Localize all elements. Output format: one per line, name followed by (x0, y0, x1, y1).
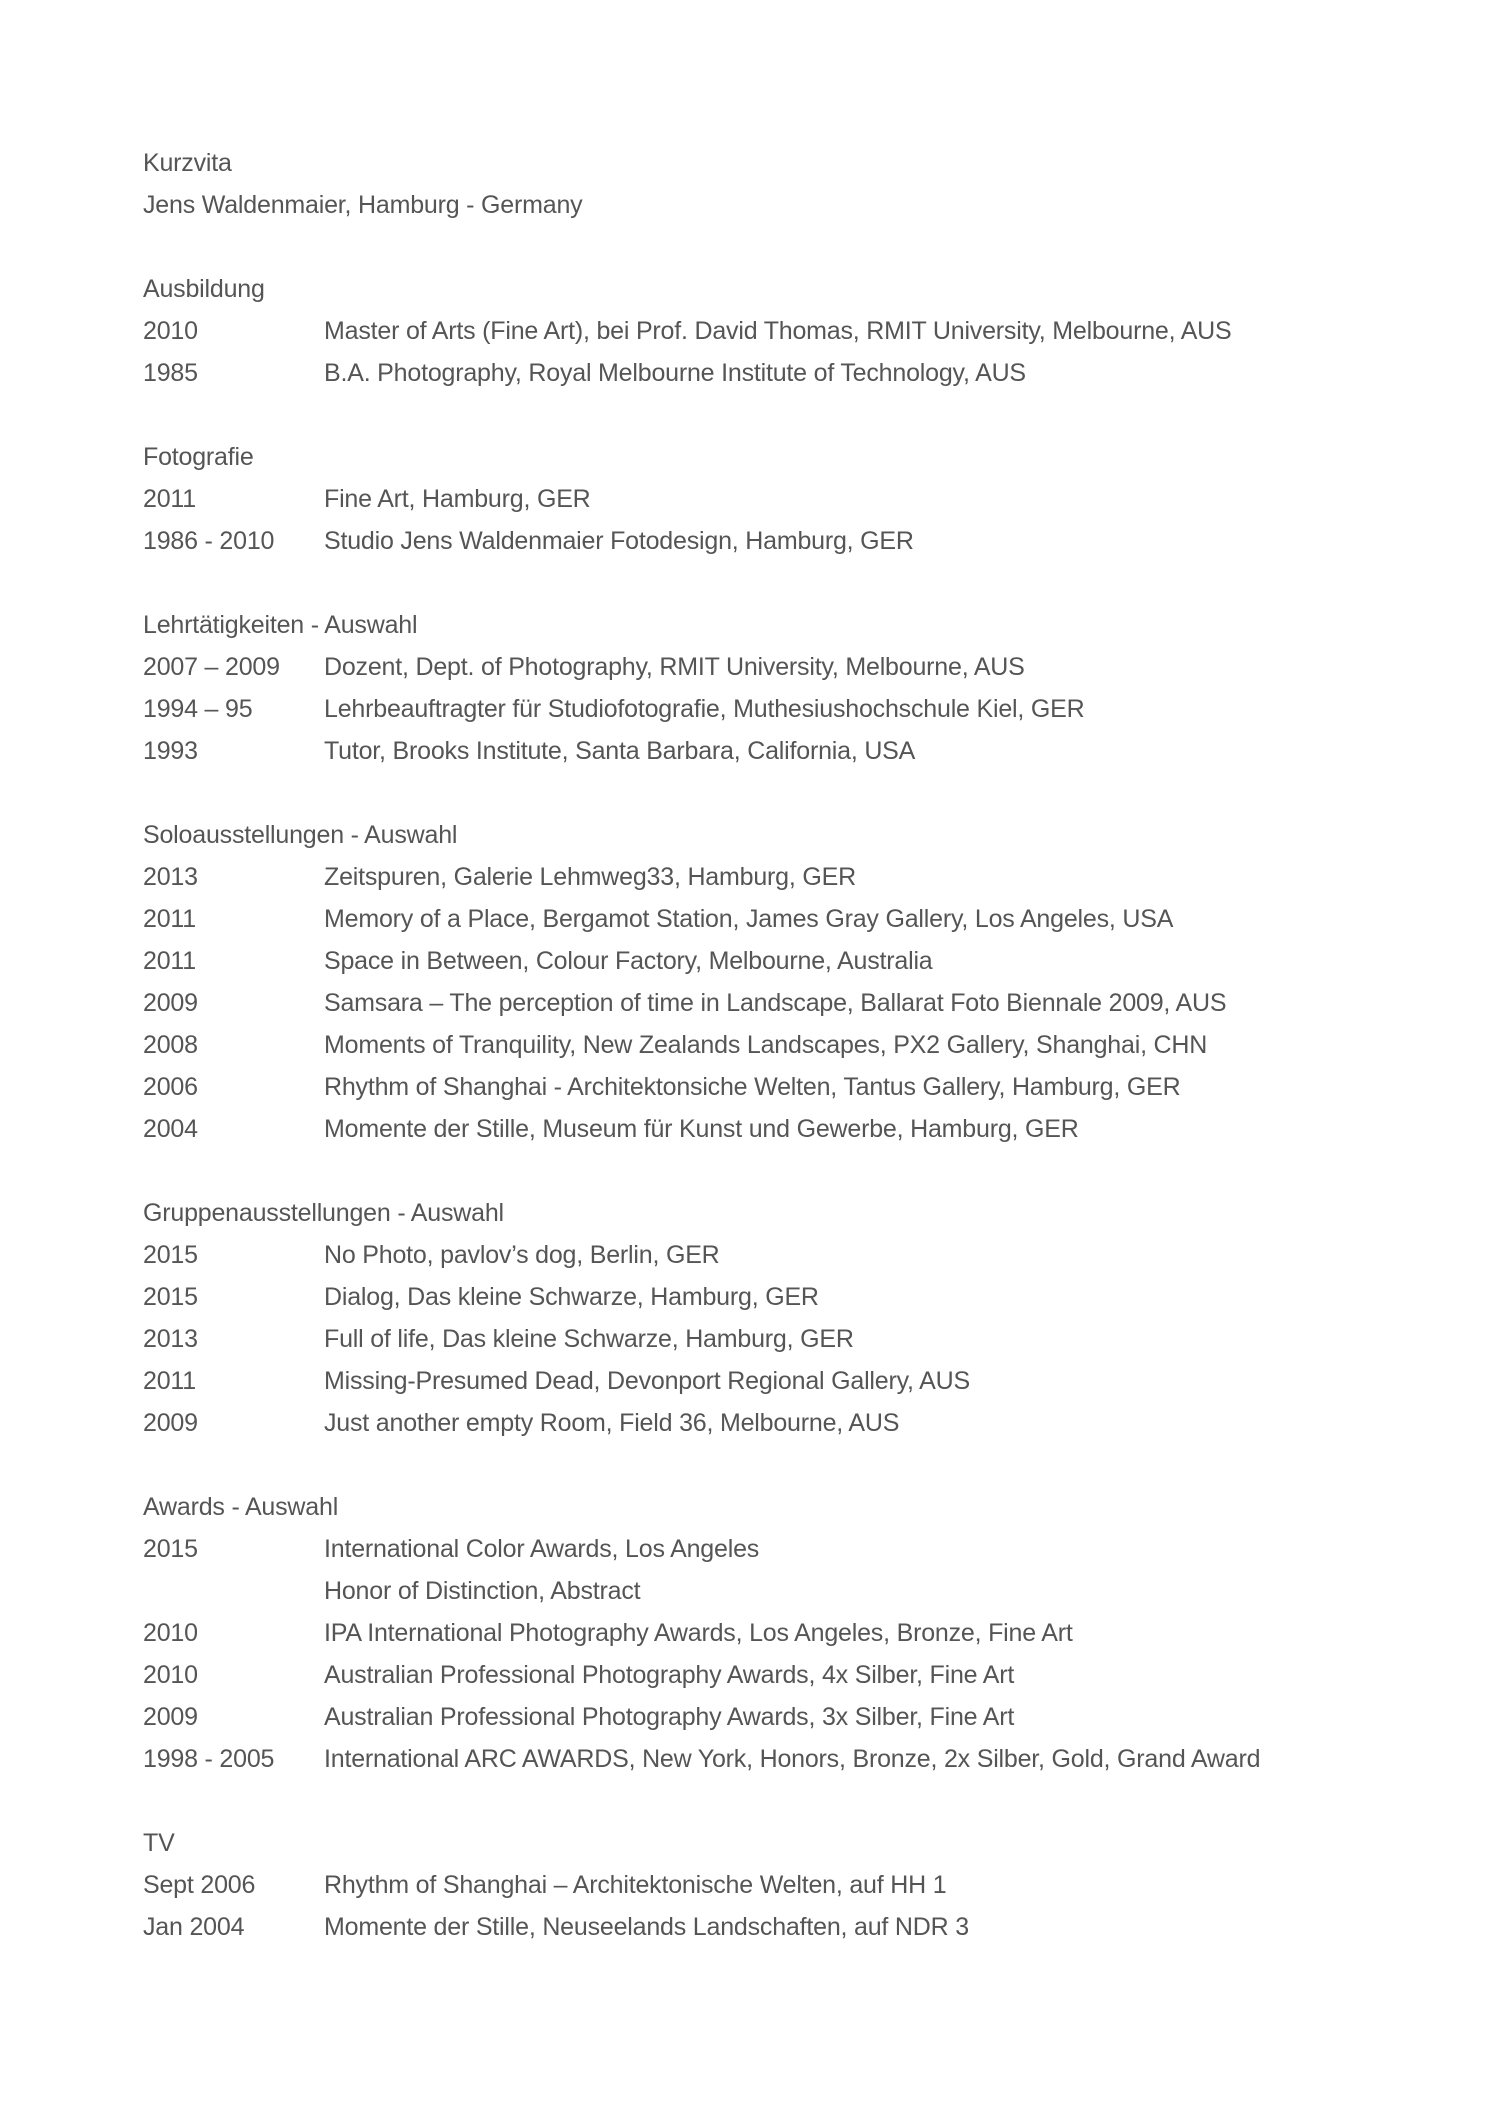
entry-year: 2015 (143, 1283, 198, 1311)
cv-section (143, 1486, 1343, 1780)
person-name-location: Jens Waldenmaier, Hamburg - Germany (143, 191, 583, 219)
cv-section (143, 1822, 1343, 1948)
cv-entry-row (143, 1360, 1343, 1402)
entry-description: Master of Arts (Fine Art), bei Prof. David Thomas, RMIT University, Melbourne, AUS (324, 317, 1232, 345)
cv-entry-row (143, 856, 1343, 898)
cv-entry-row (143, 1696, 1343, 1738)
entry-year: 2011 (143, 947, 196, 975)
entry-year: 2011 (143, 1367, 196, 1395)
section-title: Gruppenausstellungen - Auswahl (143, 1199, 504, 1227)
entry-year: 2013 (143, 863, 198, 891)
entry-year: Jan 2004 (143, 1913, 245, 1941)
cv-entry-row (143, 898, 1343, 940)
cv-entry-row (143, 352, 1343, 394)
entry-description: B.A. Photography, Royal Melbourne Institute of Technology, AUS (324, 359, 1026, 387)
cv-entry-row (143, 1528, 1343, 1570)
cv-entry-row (143, 1276, 1343, 1318)
cv-entry-row (143, 478, 1343, 520)
entry-description: Tutor, Brooks Institute, Santa Barbara, California, USA (324, 737, 916, 765)
entry-description: Just another empty Room, Field 36, Melbourne, AUS (324, 1409, 900, 1437)
entry-description: International ARC AWARDS, New York, Honors, Bronze, 2x Silber, Gold, Grand Award (324, 1745, 1261, 1773)
section-title: Soloausstellungen - Auswahl (143, 821, 458, 849)
entry-year: 2006 (143, 1073, 198, 1101)
cv-entry-row (143, 1024, 1343, 1066)
cv-section (143, 1192, 1343, 1444)
entry-description: Moments of Tranquility, New Zealands Landscapes, PX2 Gallery, Shanghai, CHN (324, 1031, 1208, 1059)
entry-year: 2004 (143, 1115, 198, 1143)
entry-year: 2010 (143, 317, 198, 345)
entry-description: Momente der Stille, Neuseelands Landschaften, auf NDR 3 (324, 1913, 969, 1941)
cv-entry-row (143, 1234, 1343, 1276)
entry-description: Missing-Presumed Dead, Devonport Regional Gallery, AUS (324, 1367, 970, 1395)
entry-description: Australian Professional Photography Awards, 3x Silber, Fine Art (324, 1703, 1015, 1731)
entry-year: 2007 – 2009 (143, 653, 280, 681)
entry-description: Momente der Stille, Museum für Kunst und Gewerbe, Hamburg, GER (324, 1115, 1079, 1143)
entry-description: Samsara – The perception of time in Landscape, Ballarat Foto Biennale 2009, AUS (324, 989, 1227, 1017)
entry-year: 2009 (143, 989, 198, 1017)
section-title: TV (143, 1829, 175, 1857)
section-title: Ausbildung (143, 275, 265, 303)
entry-year: 2011 (143, 485, 196, 513)
entry-description: Zeitspuren, Galerie Lehmweg33, Hamburg, GER (324, 863, 856, 891)
cv-entry-row (143, 310, 1343, 352)
cv-entry-row (143, 520, 1343, 562)
entry-description: Memory of a Place, Bergamot Station, James Gray Gallery, Los Angeles, USA (324, 905, 1174, 933)
entry-year: 1985 (143, 359, 198, 387)
cv-sections (143, 268, 1343, 1948)
cv-entry-row (143, 982, 1343, 1024)
entry-year: 2010 (143, 1661, 198, 1689)
entry-description: No Photo, pavlov’s dog, Berlin, GER (324, 1241, 720, 1269)
entry-description: Fine Art, Hamburg, GER (324, 485, 591, 513)
entry-year: 2008 (143, 1031, 198, 1059)
entry-year: 1994 – 95 (143, 695, 253, 723)
cv-section (143, 268, 1343, 394)
entry-year: 2011 (143, 905, 196, 933)
entry-description: Rhythm of Shanghai – Architektonische Welten, auf HH 1 (324, 1871, 947, 1899)
entry-description: Australian Professional Photography Awards, 4x Silber, Fine Art (324, 1661, 1015, 1689)
entry-description: Dozent, Dept. of Photography, RMIT University, Melbourne, AUS (324, 653, 1025, 681)
document-title: Kurzvita (143, 149, 232, 177)
cv-entry-row (143, 646, 1343, 688)
cv-entry-row (143, 1654, 1343, 1696)
cv-entry-row (143, 1108, 1343, 1150)
cv-section (143, 604, 1343, 772)
cv-entry-row (143, 1318, 1343, 1360)
section-title: Awards - Auswahl (143, 1493, 339, 1521)
entry-year: 2010 (143, 1619, 198, 1647)
cv-section (143, 436, 1343, 562)
cv-entry-row (143, 940, 1343, 982)
cv-entry-row (143, 1066, 1343, 1108)
entry-year: 2015 (143, 1535, 198, 1563)
entry-description: Lehrbeauftragter für Studiofotografie, Muthesiushochschule Kiel, GER (324, 695, 1085, 723)
cv-entry-row (143, 1570, 1343, 1612)
cv-entry-row (143, 1402, 1343, 1444)
entry-description: International Color Awards, Los Angeles (324, 1535, 760, 1563)
cv-entry-row (143, 1738, 1343, 1780)
entry-year: 1998 - 2005 (143, 1745, 275, 1773)
entry-year: 2009 (143, 1703, 198, 1731)
cv-section (143, 814, 1343, 1150)
entry-year: 1986 - 2010 (143, 527, 275, 555)
entry-description: Studio Jens Waldenmaier Fotodesign, Hamburg, GER (324, 527, 914, 555)
cv-entry-row (143, 688, 1343, 730)
cv-entry-row (143, 1864, 1343, 1906)
entry-description: Honor of Distinction, Abstract (324, 1577, 641, 1605)
entry-year: 1993 (143, 737, 198, 765)
entry-year: 2015 (143, 1241, 198, 1269)
section-title: Fotografie (143, 443, 254, 471)
cv-header (143, 142, 1343, 226)
cv-entry-row (143, 1906, 1343, 1948)
entry-description: IPA International Photography Awards, Los Angeles, Bronze, Fine Art (324, 1619, 1073, 1647)
entry-description: Dialog, Das kleine Schwarze, Hamburg, GER (324, 1283, 819, 1311)
cv-entry-row (143, 1612, 1343, 1654)
entry-year (143, 1570, 324, 1612)
entry-year: 2013 (143, 1325, 198, 1353)
cv-entry-row (143, 730, 1343, 772)
entry-description: Full of life, Das kleine Schwarze, Hamburg, GER (324, 1325, 854, 1353)
cv-document (143, 142, 1343, 1990)
section-title: Lehrtätigkeiten - Auswahl (143, 611, 418, 639)
entry-year: Sept 2006 (143, 1871, 256, 1899)
entry-description: Rhythm of Shanghai - Architektonsiche Welten, Tantus Gallery, Hamburg, GER (324, 1073, 1181, 1101)
entry-description: Space in Between, Colour Factory, Melbourne, Australia (324, 947, 933, 975)
entry-year: 2009 (143, 1409, 198, 1437)
